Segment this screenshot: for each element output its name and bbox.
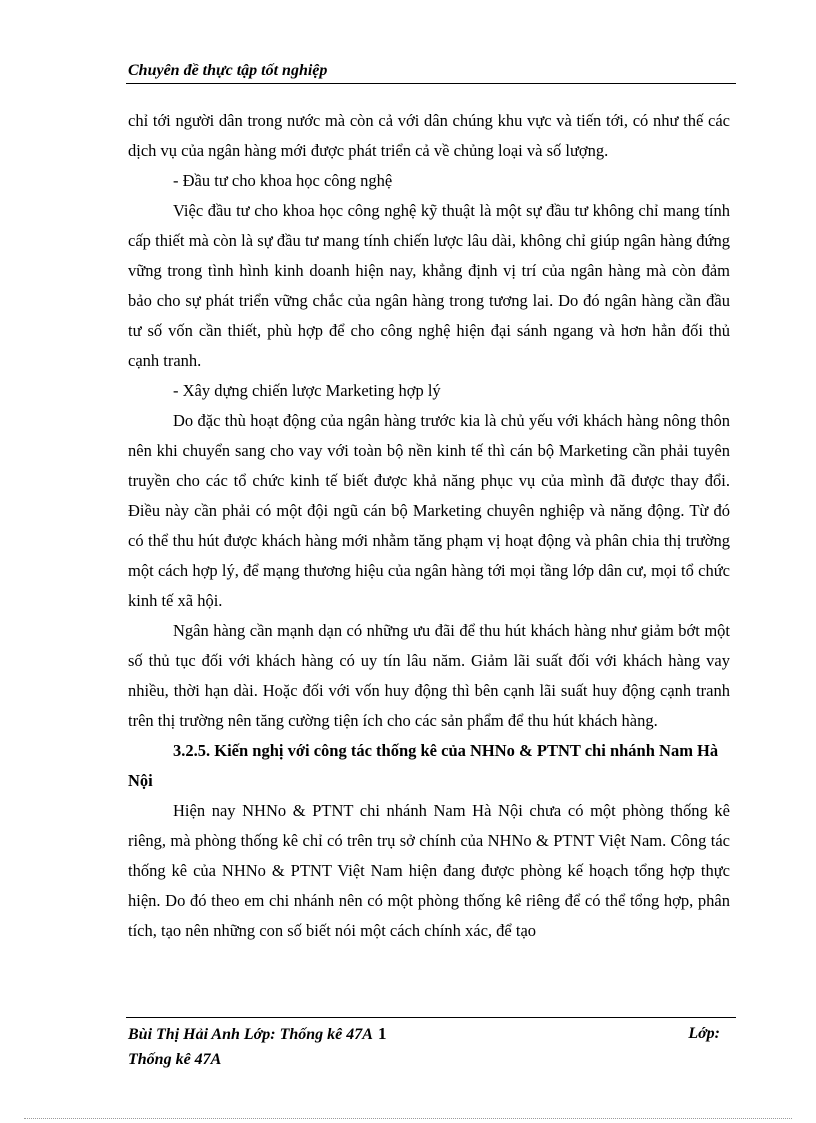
footer-author-class: Bùi Thị Hải Anh Lớp: Thống kê 47A: [128, 1026, 373, 1043]
page-header-title: Chuyên đề thực tập tốt nghiệp: [128, 62, 328, 79]
header-divider: [126, 83, 736, 84]
bullet-science-technology: - Đầu tư cho khoa học công nghệ: [173, 171, 393, 190]
footer-divider: [126, 1017, 736, 1018]
paragraph-technology-investment: Việc đầu tư cho khoa học công nghệ kỹ thuật là một sự đầu tư không chỉ mang tính cấp thiết mà còn là sự đầu tư mang tính chiến lược lâu dài, không chỉ giúp ngân hàng đứng vững trong tình hình kinh doanh hiện nay, khẳng định vị trí của ngân hàng mà còn đảm bảo cho sự phát triển vững chắc của ngân hàng trong tương lai. Do đó ngân hàng cần đầu tư số vốn cần thiết, phù hợp để cho công nghệ hiện đại sánh ngang và hơn hẳn đối thủ cạnh tranh.: [128, 201, 730, 370]
footer-class-name: Thống kê 47A: [128, 1051, 222, 1068]
page-bottom-border: [24, 1118, 792, 1119]
paragraph-customer-incentives: Ngân hàng cần mạnh dạn có những ưu đãi để thu hút khách hàng như giảm bớt một số thủ tục đối với khách hàng có uy tín lâu năm. Giảm lãi suất đối với khách hàng vay nhiều, thời hạn dài. Hoặc đối với vốn huy động thì bên cạnh lãi suất huy động cạnh tranh trên thị trường nên tăng cường tiện ích cho các sản phẩm để thu hút khách hàng.: [128, 621, 730, 730]
section-heading-3-2-5: 3.2.5. Kiến nghị với công tác thống kê của NHNo & PTNT chi nhánh Nam Hà Nội: [128, 741, 719, 790]
page-number: 1: [378, 1024, 387, 1043]
footer-class-label: Lớp:: [688, 1025, 720, 1042]
paragraph-continuation: chỉ tới người dân trong nước mà còn cả với dân chúng khu vực và tiến tới, có như thế các dịch vụ của ngân hàng mới được phát triển cả về chủng loại và số lượng.: [128, 111, 730, 160]
body-text: [128, 106, 730, 946]
bullet-marketing-strategy: - Xây dựng chiến lược Marketing hợp lý: [173, 381, 441, 400]
page-footer: [128, 1021, 734, 1073]
paragraph-marketing: Do đặc thù hoạt động của ngân hàng trước kia là chủ yếu với khách hàng nông thôn nên khi chuyển sang cho vay với toàn bộ nền kinh tế thì cán bộ Marketing cần phải tuyên truyền cho các tổ chức kinh tế biết được khả năng phục vụ của mình đã được thay đổi. Điều này cần phải có một đội ngũ cán bộ Marketing chuyên nghiệp và năng động. Từ đó có thể thu hút được khách hàng mới nhằm tăng phạm vị hoạt động và phân chia thị trường một cách hợp lý, để mạng thương hiệu của ngân hàng tới mọi tầng lớp dân cư, mọi tổ chức kinh tế xã hội.: [128, 411, 730, 610]
paragraph-statistics-department: Hiện nay NHNo & PTNT chi nhánh Nam Hà Nội chưa có một phòng thống kê riêng, mà phòng thống kê chỉ có trên trụ sở chính của NHNo & PTNT Việt Nam. Công tác thống kê của NHNo & PTNT Việt Nam hiện đang được phòng kế hoạch tổng hợp thực hiện. Do đó theo em chi nhánh nên có một phòng thống kê riêng để có thể tổng hợp, phân tích, tạo nên những con số biết nói một cách chính xác, để tạo: [128, 801, 730, 940]
